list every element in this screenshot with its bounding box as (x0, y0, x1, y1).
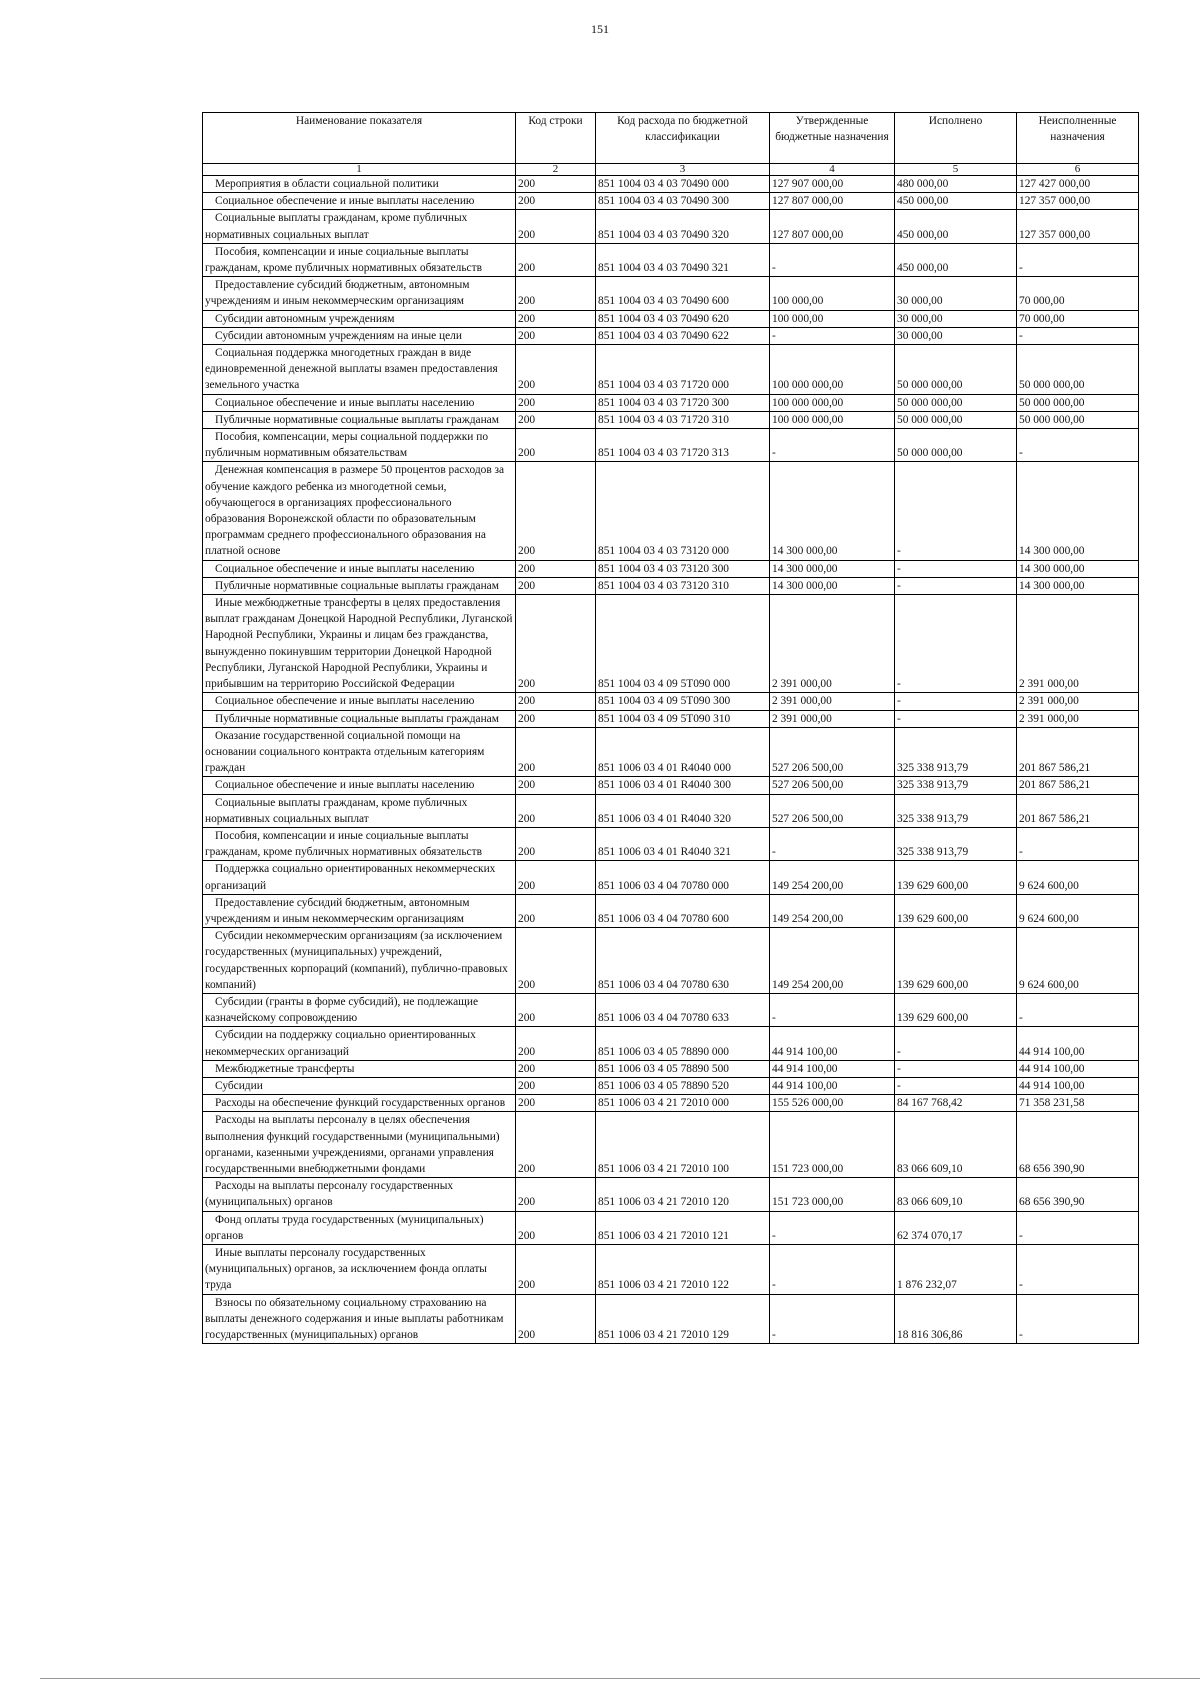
row-name-cell: Социальное обеспечение и иные выплаты населению (203, 394, 516, 411)
row-unexecuted-cell: 70 000,00 (1017, 277, 1139, 310)
row-approved-cell: 14 300 000,00 (770, 560, 895, 577)
table-row (203, 327, 1139, 344)
row-budget-code-cell: 851 1006 03 4 01 R4040 000 (596, 727, 770, 777)
row-line-code-cell: 200 (516, 928, 596, 994)
row-unexecuted-cell: - (1017, 993, 1139, 1026)
row-executed-cell: 450 000,00 (895, 210, 1017, 243)
row-name-cell: Социальные выплаты гражданам, кроме публичных нормативных социальных выплат (203, 794, 516, 827)
row-name-cell: Фонд оплаты труда государственных (муниципальных) органов (203, 1211, 516, 1244)
row-budget-code-cell: 851 1006 03 4 21 72010 000 (596, 1095, 770, 1112)
header-indicator-name: Наименование показателя (203, 113, 516, 164)
row-unexecuted-cell: 2 391 000,00 (1017, 693, 1139, 710)
row-unexecuted-cell: 9 624 600,00 (1017, 928, 1139, 994)
row-name-cell: Пособия, компенсации и иные социальные выплаты гражданам, кроме публичных нормативных обязательств (203, 243, 516, 276)
table-row (203, 277, 1139, 310)
row-name-cell: Пособия, компенсации, меры социальной поддержки по публичным нормативным обязательствам (203, 429, 516, 462)
row-executed-cell: 1 876 232,07 (895, 1245, 1017, 1295)
column-number: 5 (895, 164, 1017, 176)
table-row (203, 193, 1139, 210)
row-name-cell: Межбюджетные трансферты (203, 1060, 516, 1077)
row-unexecuted-cell: - (1017, 827, 1139, 860)
page-number: 151 (591, 22, 609, 36)
budget-execution-table (202, 112, 1139, 1344)
table-row (203, 310, 1139, 327)
row-approved-cell: 100 000 000,00 (770, 411, 895, 428)
row-approved-cell: 127 807 000,00 (770, 210, 895, 243)
row-line-code-cell: 200 (516, 777, 596, 794)
row-line-code-cell: 200 (516, 429, 596, 462)
row-unexecuted-cell: 14 300 000,00 (1017, 560, 1139, 577)
table-row (203, 411, 1139, 428)
row-executed-cell: - (895, 595, 1017, 693)
row-executed-cell: 30 000,00 (895, 277, 1017, 310)
table-row (203, 243, 1139, 276)
row-budget-code-cell: 851 1006 03 4 04 70780 000 (596, 861, 770, 894)
row-unexecuted-cell: 50 000 000,00 (1017, 394, 1139, 411)
table-row (203, 861, 1139, 894)
row-executed-cell: 30 000,00 (895, 310, 1017, 327)
row-unexecuted-cell: 68 656 390,90 (1017, 1112, 1139, 1178)
row-name-cell: Субсидии автономным учреждениям на иные цели (203, 327, 516, 344)
table-row (203, 993, 1139, 1026)
table-row (203, 827, 1139, 860)
row-budget-code-cell: 851 1004 03 4 09 5Т090 000 (596, 595, 770, 693)
table-row (203, 1294, 1139, 1344)
row-executed-cell: 50 000 000,00 (895, 411, 1017, 428)
row-budget-code-cell: 851 1006 03 4 21 72010 121 (596, 1211, 770, 1244)
table-row (203, 345, 1139, 395)
table-row (203, 176, 1139, 193)
row-name-cell: Расходы на обеспечение функций государственных органов (203, 1095, 516, 1112)
row-approved-cell: 527 206 500,00 (770, 794, 895, 827)
row-budget-code-cell: 851 1006 03 4 04 70780 633 (596, 993, 770, 1026)
row-executed-cell: 139 629 600,00 (895, 928, 1017, 994)
row-executed-cell: - (895, 462, 1017, 560)
row-unexecuted-cell: - (1017, 1245, 1139, 1295)
row-executed-cell: 139 629 600,00 (895, 894, 1017, 927)
row-approved-cell: 2 391 000,00 (770, 693, 895, 710)
row-budget-code-cell: 851 1004 03 4 03 73120 000 (596, 462, 770, 560)
row-approved-cell: 100 000,00 (770, 310, 895, 327)
row-budget-code-cell: 851 1006 03 4 04 70780 630 (596, 928, 770, 994)
row-executed-cell: 83 066 609,10 (895, 1178, 1017, 1211)
row-unexecuted-cell: 44 914 100,00 (1017, 1060, 1139, 1077)
table-row (203, 1245, 1139, 1295)
row-unexecuted-cell: 9 624 600,00 (1017, 894, 1139, 927)
row-budget-code-cell: 851 1004 03 4 09 5Т090 300 (596, 693, 770, 710)
row-line-code-cell: 200 (516, 1077, 596, 1094)
row-line-code-cell: 200 (516, 1095, 596, 1112)
row-budget-code-cell: 851 1004 03 4 03 70490 300 (596, 193, 770, 210)
row-name-cell: Социальное обеспечение и иные выплаты населению (203, 693, 516, 710)
row-approved-cell: - (770, 243, 895, 276)
row-executed-cell: 139 629 600,00 (895, 993, 1017, 1026)
row-name-cell: Мероприятия в области социальной политики (203, 176, 516, 193)
row-line-code-cell: 200 (516, 993, 596, 1026)
table-row (203, 794, 1139, 827)
table-row (203, 894, 1139, 927)
row-budget-code-cell: 851 1006 03 4 05 78890 500 (596, 1060, 770, 1077)
row-approved-cell: - (770, 1211, 895, 1244)
row-unexecuted-cell: 9 624 600,00 (1017, 861, 1139, 894)
row-executed-cell: 325 338 913,79 (895, 794, 1017, 827)
row-budget-code-cell: 851 1004 03 4 03 70490 622 (596, 327, 770, 344)
column-number: 1 (203, 164, 516, 176)
row-unexecuted-cell: 201 867 586,21 (1017, 794, 1139, 827)
row-unexecuted-cell: 50 000 000,00 (1017, 411, 1139, 428)
row-name-cell: Расходы на выплаты персоналу в целях обеспечения выполнения функций государственными (муниципальными) органами, казенными учреждениями, органами управления государственными внебюджетными фондами (203, 1112, 516, 1178)
row-line-code-cell: 200 (516, 710, 596, 727)
row-line-code-cell: 200 (516, 1060, 596, 1077)
row-line-code-cell: 200 (516, 577, 596, 594)
row-unexecuted-cell: 68 656 390,90 (1017, 1178, 1139, 1211)
row-name-cell: Публичные нормативные социальные выплаты гражданам (203, 411, 516, 428)
row-executed-cell: 139 629 600,00 (895, 861, 1017, 894)
column-number: 3 (596, 164, 770, 176)
row-budget-code-cell: 851 1006 03 4 05 78890 000 (596, 1027, 770, 1060)
row-approved-cell: - (770, 827, 895, 860)
table-row (203, 1027, 1139, 1060)
row-unexecuted-cell: - (1017, 327, 1139, 344)
row-budget-code-cell: 851 1004 03 4 03 71720 310 (596, 411, 770, 428)
row-name-cell: Оказание государственной социальной помощи на основании социального контракта отдельным категориям граждан (203, 727, 516, 777)
row-name-cell: Социальное обеспечение и иные выплаты населению (203, 560, 516, 577)
table-row (203, 1112, 1139, 1178)
row-budget-code-cell: 851 1006 03 4 01 R4040 300 (596, 777, 770, 794)
row-approved-cell: 2 391 000,00 (770, 595, 895, 693)
table-row (203, 777, 1139, 794)
row-budget-code-cell: 851 1006 03 4 01 R4040 320 (596, 794, 770, 827)
row-executed-cell: 84 167 768,42 (895, 1095, 1017, 1112)
table-body (203, 176, 1139, 1344)
row-line-code-cell: 200 (516, 794, 596, 827)
row-line-code-cell: 200 (516, 411, 596, 428)
row-unexecuted-cell: 127 357 000,00 (1017, 193, 1139, 210)
table-row (203, 693, 1139, 710)
row-line-code-cell: 200 (516, 727, 596, 777)
row-approved-cell: 527 206 500,00 (770, 727, 895, 777)
row-name-cell: Публичные нормативные социальные выплаты гражданам (203, 710, 516, 727)
row-approved-cell: 2 391 000,00 (770, 710, 895, 727)
row-budget-code-cell: 851 1004 03 4 03 73120 300 (596, 560, 770, 577)
row-unexecuted-cell: 2 391 000,00 (1017, 710, 1139, 727)
row-line-code-cell: 200 (516, 277, 596, 310)
row-name-cell: Субсидии (гранты в форме субсидий), не подлежащие казначейскому сопровождению (203, 993, 516, 1026)
row-unexecuted-cell: 14 300 000,00 (1017, 577, 1139, 594)
row-executed-cell: - (895, 1027, 1017, 1060)
row-line-code-cell: 200 (516, 1294, 596, 1344)
row-name-cell: Публичные нормативные социальные выплаты гражданам (203, 577, 516, 594)
row-unexecuted-cell: 127 427 000,00 (1017, 176, 1139, 193)
row-name-cell: Субсидии (203, 1077, 516, 1094)
row-budget-code-cell: 851 1006 03 4 05 78890 520 (596, 1077, 770, 1094)
row-line-code-cell: 200 (516, 243, 596, 276)
row-line-code-cell: 200 (516, 560, 596, 577)
row-executed-cell: 50 000 000,00 (895, 345, 1017, 395)
table-row (203, 1178, 1139, 1211)
column-number: 6 (1017, 164, 1139, 176)
row-line-code-cell: 200 (516, 1178, 596, 1211)
row-executed-cell: 50 000 000,00 (895, 429, 1017, 462)
header-line-code: Код строки (516, 113, 596, 164)
row-executed-cell: 62 374 070,17 (895, 1211, 1017, 1244)
row-unexecuted-cell: 127 357 000,00 (1017, 210, 1139, 243)
row-approved-cell: 527 206 500,00 (770, 777, 895, 794)
row-line-code-cell: 200 (516, 176, 596, 193)
row-executed-cell: - (895, 1060, 1017, 1077)
row-approved-cell: - (770, 1245, 895, 1295)
row-executed-cell: 480 000,00 (895, 176, 1017, 193)
table-row (203, 462, 1139, 560)
row-approved-cell: 100 000,00 (770, 277, 895, 310)
table-row (203, 1077, 1139, 1094)
row-budget-code-cell: 851 1004 03 4 03 73120 310 (596, 577, 770, 594)
row-budget-code-cell: 851 1006 03 4 21 72010 129 (596, 1294, 770, 1344)
row-executed-cell: 450 000,00 (895, 193, 1017, 210)
row-name-cell: Субсидии автономным учреждениям (203, 310, 516, 327)
row-name-cell: Расходы на выплаты персоналу государственных (муниципальных) органов (203, 1178, 516, 1211)
row-approved-cell: - (770, 993, 895, 1026)
row-executed-cell: 18 816 306,86 (895, 1294, 1017, 1344)
row-name-cell: Пособия, компенсации и иные социальные выплаты гражданам, кроме публичных нормативных обязательств (203, 827, 516, 860)
row-budget-code-cell: 851 1004 03 4 03 71720 000 (596, 345, 770, 395)
row-executed-cell: 50 000 000,00 (895, 394, 1017, 411)
row-name-cell: Денежная компенсация в размере 50 процентов расходов за обучение каждого ребенка из многодетной семьи, обучающегося в организациях профессионального образования Воронежской области по образовательным программам среднего профессионального образования на платной основе (203, 462, 516, 560)
row-line-code-cell: 200 (516, 1211, 596, 1244)
row-budget-code-cell: 851 1004 03 4 03 70490 600 (596, 277, 770, 310)
row-executed-cell: - (895, 560, 1017, 577)
row-unexecuted-cell: - (1017, 429, 1139, 462)
row-executed-cell: - (895, 693, 1017, 710)
row-name-cell: Иные межбюджетные трансферты в целях предоставления выплат гражданам Донецкой Народной Республики, Луганской Народной Республики, Украины и лицам без гражданства, вынужденно покинувшим территории Донецкой Народной Республики, Луганской Народной Республики, Украины и прибывшим на территорию Российской Федерации (203, 595, 516, 693)
row-approved-cell: 44 914 100,00 (770, 1077, 895, 1094)
row-approved-cell: 14 300 000,00 (770, 462, 895, 560)
row-unexecuted-cell: - (1017, 243, 1139, 276)
row-name-cell: Субсидии некоммерческим организациям (за исключением государственных (муниципальных) учреждений, государственных корпораций (компаний), публично-правовых компаний) (203, 928, 516, 994)
column-number: 2 (516, 164, 596, 176)
row-executed-cell: 83 066 609,10 (895, 1112, 1017, 1178)
row-name-cell: Предоставление субсидий бюджетным, автономным учреждениям и иным некоммерческим организациям (203, 277, 516, 310)
table-row (203, 727, 1139, 777)
row-line-code-cell: 200 (516, 693, 596, 710)
row-approved-cell: 127 907 000,00 (770, 176, 895, 193)
row-budget-code-cell: 851 1006 03 4 21 72010 122 (596, 1245, 770, 1295)
row-budget-code-cell: 851 1004 03 4 03 71720 313 (596, 429, 770, 462)
row-unexecuted-cell: 44 914 100,00 (1017, 1077, 1139, 1094)
row-approved-cell: 44 914 100,00 (770, 1060, 895, 1077)
row-name-cell: Социальная поддержка многодетных граждан в виде единовременной денежной выплаты взамен предоставления земельного участка (203, 345, 516, 395)
table-row (203, 210, 1139, 243)
row-approved-cell: 155 526 000,00 (770, 1095, 895, 1112)
row-approved-cell: 151 723 000,00 (770, 1112, 895, 1178)
row-name-cell: Взносы по обязательному социальному страхованию на выплаты денежного содержания и иные выплаты работникам государственных (муниципальных) органов (203, 1294, 516, 1344)
row-unexecuted-cell: 201 867 586,21 (1017, 777, 1139, 794)
row-approved-cell: 149 254 200,00 (770, 928, 895, 994)
row-approved-cell: - (770, 1294, 895, 1344)
row-budget-code-cell: 851 1004 03 4 03 70490 321 (596, 243, 770, 276)
row-unexecuted-cell: - (1017, 1294, 1139, 1344)
row-line-code-cell: 200 (516, 894, 596, 927)
row-unexecuted-cell: 44 914 100,00 (1017, 1027, 1139, 1060)
header-budget-code: Код расхода по бюджетной классификации (596, 113, 770, 164)
row-budget-code-cell: 851 1004 03 4 03 70490 000 (596, 176, 770, 193)
row-approved-cell: - (770, 429, 895, 462)
row-line-code-cell: 200 (516, 1112, 596, 1178)
row-approved-cell: 100 000 000,00 (770, 345, 895, 395)
row-line-code-cell: 200 (516, 462, 596, 560)
header-executed: Исполнено (895, 113, 1017, 164)
table-row (203, 560, 1139, 577)
row-budget-code-cell: 851 1006 03 4 21 72010 120 (596, 1178, 770, 1211)
row-line-code-cell: 200 (516, 327, 596, 344)
row-executed-cell: 325 338 913,79 (895, 777, 1017, 794)
row-name-cell: Социальные выплаты гражданам, кроме публичных нормативных социальных выплат (203, 210, 516, 243)
row-unexecuted-cell: 71 358 231,58 (1017, 1095, 1139, 1112)
row-name-cell: Иные выплаты персоналу государственных (муниципальных) органов, за исключением фонда оплаты труда (203, 1245, 516, 1295)
row-executed-cell: 450 000,00 (895, 243, 1017, 276)
table-row (203, 928, 1139, 994)
row-name-cell: Поддержка социально ориентированных некоммерческих организаций (203, 861, 516, 894)
row-name-cell: Субсидии на поддержку социально ориентированных некоммерческих организаций (203, 1027, 516, 1060)
row-line-code-cell: 200 (516, 345, 596, 395)
row-unexecuted-cell: 2 391 000,00 (1017, 595, 1139, 693)
row-budget-code-cell: 851 1004 03 4 03 70490 620 (596, 310, 770, 327)
row-budget-code-cell: 851 1006 03 4 21 72010 100 (596, 1112, 770, 1178)
row-approved-cell: 149 254 200,00 (770, 894, 895, 927)
row-line-code-cell: 200 (516, 394, 596, 411)
row-budget-code-cell: 851 1004 03 4 03 70490 320 (596, 210, 770, 243)
table-row (203, 1211, 1139, 1244)
column-number-row (203, 164, 1139, 176)
row-unexecuted-cell: - (1017, 1211, 1139, 1244)
table-row (203, 1095, 1139, 1112)
row-line-code-cell: 200 (516, 595, 596, 693)
row-line-code-cell: 200 (516, 827, 596, 860)
page-bottom-rule (40, 1678, 1200, 1679)
row-approved-cell: - (770, 327, 895, 344)
table-row (203, 595, 1139, 693)
row-executed-cell: 325 338 913,79 (895, 827, 1017, 860)
row-executed-cell: - (895, 1077, 1017, 1094)
row-approved-cell: 14 300 000,00 (770, 577, 895, 594)
table-row (203, 710, 1139, 727)
row-unexecuted-cell: 201 867 586,21 (1017, 727, 1139, 777)
row-executed-cell: 30 000,00 (895, 327, 1017, 344)
row-line-code-cell: 200 (516, 861, 596, 894)
table-row (203, 394, 1139, 411)
row-unexecuted-cell: 50 000 000,00 (1017, 345, 1139, 395)
row-budget-code-cell: 851 1004 03 4 03 71720 300 (596, 394, 770, 411)
table-row (203, 577, 1139, 594)
row-name-cell: Социальное обеспечение и иные выплаты населению (203, 777, 516, 794)
row-name-cell: Предоставление субсидий бюджетным, автономным учреждениям и иным некоммерческим организациям (203, 894, 516, 927)
row-line-code-cell: 200 (516, 1027, 596, 1060)
header-unexecuted: Неисполненные назначения (1017, 113, 1139, 164)
row-approved-cell: 127 807 000,00 (770, 193, 895, 210)
row-budget-code-cell: 851 1004 03 4 09 5Т090 310 (596, 710, 770, 727)
row-budget-code-cell: 851 1006 03 4 01 R4040 321 (596, 827, 770, 860)
column-number: 4 (770, 164, 895, 176)
row-approved-cell: 151 723 000,00 (770, 1178, 895, 1211)
row-approved-cell: 149 254 200,00 (770, 861, 895, 894)
row-executed-cell: - (895, 710, 1017, 727)
row-unexecuted-cell: 70 000,00 (1017, 310, 1139, 327)
row-unexecuted-cell: 14 300 000,00 (1017, 462, 1139, 560)
row-name-cell: Социальное обеспечение и иные выплаты населению (203, 193, 516, 210)
row-line-code-cell: 200 (516, 310, 596, 327)
table-row (203, 429, 1139, 462)
row-executed-cell: 325 338 913,79 (895, 727, 1017, 777)
row-executed-cell: - (895, 577, 1017, 594)
row-line-code-cell: 200 (516, 1245, 596, 1295)
table-row (203, 1060, 1139, 1077)
row-approved-cell: 100 000 000,00 (770, 394, 895, 411)
table-header-row (203, 113, 1139, 164)
header-approved: Утвержденные бюджетные назначения (770, 113, 895, 164)
row-approved-cell: 44 914 100,00 (770, 1027, 895, 1060)
row-budget-code-cell: 851 1006 03 4 04 70780 600 (596, 894, 770, 927)
row-line-code-cell: 200 (516, 210, 596, 243)
row-line-code-cell: 200 (516, 193, 596, 210)
